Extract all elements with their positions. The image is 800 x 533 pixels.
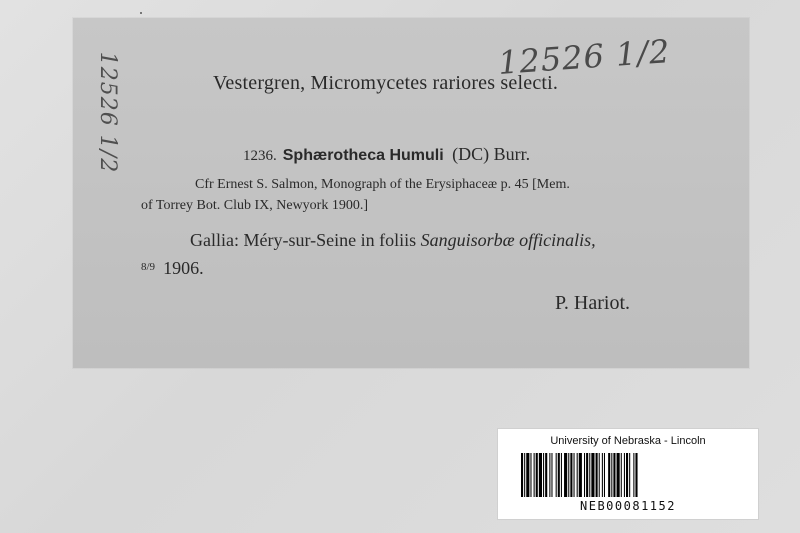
barcode-bar bbox=[579, 453, 582, 497]
barcode-bar bbox=[561, 453, 562, 497]
specimen-number: 1236. bbox=[243, 148, 277, 164]
series-title: Vestergren, Micromycetes rariores selecti. bbox=[213, 72, 559, 94]
barcode-bar bbox=[635, 453, 637, 497]
locality-text: Gallia: Méry-sur-Seine in foliis bbox=[190, 230, 417, 250]
barcode-label bbox=[497, 428, 759, 520]
barcode-bar bbox=[551, 453, 552, 497]
handwritten-accession-number: 12526 1/2 bbox=[496, 32, 672, 82]
taxon-authority: (DC) Burr. bbox=[452, 144, 531, 164]
barcode-bar bbox=[570, 453, 572, 497]
reference-line-1: Cfr Ernest S. Salmon, Monograph of the Erysiphaceæ p. 45 [Mem. bbox=[195, 177, 570, 192]
date-fraction: 8/9 bbox=[141, 261, 156, 273]
barcode-bar bbox=[608, 453, 610, 497]
barcode-bar bbox=[617, 453, 620, 497]
taxon-name: Sphærotheca Humuli bbox=[282, 147, 444, 164]
barcode-bar bbox=[591, 453, 594, 497]
barcode-bar bbox=[556, 453, 557, 497]
specimen-label bbox=[73, 18, 749, 368]
collection-date bbox=[141, 258, 204, 279]
barcode-bar bbox=[545, 453, 547, 497]
date-year: 1906. bbox=[163, 258, 204, 278]
barcode-bar bbox=[589, 453, 590, 497]
collector-name: P. Hariot. bbox=[555, 292, 630, 314]
barcode-bar bbox=[621, 453, 622, 497]
barcode-graphic bbox=[521, 453, 733, 497]
barcode-bar bbox=[629, 453, 630, 497]
specimen-line bbox=[243, 144, 530, 165]
barcode-bar bbox=[536, 453, 538, 497]
institution-name: University of Nebraska - Lincoln bbox=[550, 435, 706, 447]
barcode-bar bbox=[599, 453, 600, 497]
host-name: Sanguisorbæ officinalis, bbox=[420, 230, 596, 250]
barcode-bar bbox=[577, 453, 578, 497]
barcode-bar bbox=[613, 453, 615, 497]
barcode-id: NEB00081152 bbox=[580, 499, 676, 513]
barcode-bar bbox=[574, 453, 575, 497]
barcode-bar bbox=[626, 453, 628, 497]
barcode-bar bbox=[633, 453, 634, 497]
barcode-bar bbox=[549, 453, 550, 497]
barcode-bar bbox=[564, 453, 567, 497]
barcode-bar bbox=[604, 453, 605, 497]
barcode-bar bbox=[530, 453, 531, 497]
barcode-bar bbox=[584, 453, 585, 497]
barcode-bar bbox=[624, 453, 625, 497]
barcode-bar bbox=[526, 453, 529, 497]
barcode-bar bbox=[534, 453, 535, 497]
barcode-bar bbox=[568, 453, 569, 497]
barcode-bar bbox=[611, 453, 612, 497]
speck bbox=[140, 12, 142, 14]
barcode-bar bbox=[524, 453, 525, 497]
barcode-bar bbox=[596, 453, 598, 497]
reference-line-2: of Torrey Bot. Club IX, Newyork 1900.] bbox=[141, 198, 369, 213]
locality-line bbox=[190, 230, 596, 251]
barcode-bar bbox=[602, 453, 603, 497]
barcode-bar bbox=[586, 453, 588, 497]
side-number-text: 12526 1/2 bbox=[95, 51, 121, 173]
barcode-bar bbox=[539, 453, 542, 497]
barcode-bar bbox=[521, 453, 523, 497]
barcode-bar bbox=[558, 453, 560, 497]
barcode-bar bbox=[543, 453, 544, 497]
side-handwritten-number bbox=[95, 42, 121, 182]
